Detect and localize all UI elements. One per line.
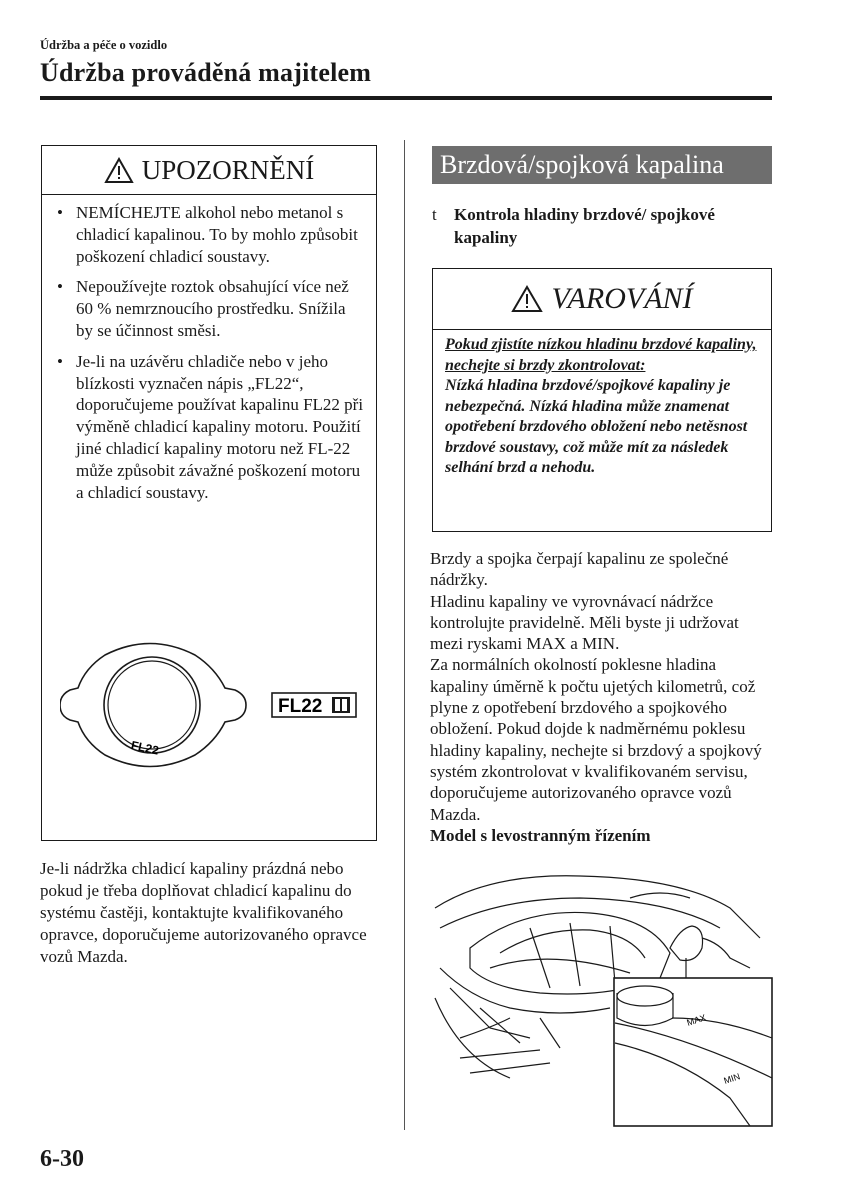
column-divider — [404, 140, 405, 1130]
min-mark: MIN — [722, 1071, 742, 1086]
warning-body — [445, 335, 763, 479]
cap-fl22-marking: FL22 — [129, 738, 161, 758]
max-mark: MAX — [685, 1012, 708, 1028]
fl22-label: FL22 — [278, 696, 323, 717]
paragraph: Za normálních okolností poklesne hladina kapaliny úměrně k počtu ujetých kilometrů, což plyne z opotřebení brzdového a spojkového obložení. Pokud dojde k nadměrnému poklesu hladiny kapaliny, nechejte si brzdový a spojkový systém zkontrolovat v kvalifikovaném servisu, doporučujeme autorizovaného opravce vozů Mazda. — [430, 655, 762, 824]
list-item: • Je-li na uzávěru chladiče nebo v jeho blízkosti vyznačen nápis „FL22“, doporučujeme používat kapalinu FL22 při výměně chladicí kapaliny motoru. Použití jiné chladicí kapaliny motoru než FL-22 může způsobit závažné poškození motoru a chladicí soustavy. — [57, 351, 364, 502]
coolant-paragraph: Je-li nádržka chladicí kapaliny prázdná nebo pokud je třeba doplňovat chladicí kapalinu do systému častěji, kontaktujte kvalifikovaného opravce, doporučujeme autorizovaného opravce vozů Mazda. — [40, 859, 367, 966]
warning-text: Nízká hladina brzdové/spojkové kapaliny je nebezpečná. Nízká hladina může znamenat opotřebení brzdového obložení nebo netěsnost brzdové soustavy, což může mít za následek selhání brzd a nehodu. — [445, 377, 748, 476]
caution-item-text: NEMÍCHEJTE alkohol nebo metanol s chladicí kapalinou. To by mohlo způsobit poškození chladicí soustavy. — [76, 203, 358, 266]
manual-book-icon — [332, 697, 350, 713]
warning-header — [433, 269, 771, 330]
subheading — [432, 203, 772, 249]
warning-triangle-icon — [511, 285, 543, 313]
caution-header — [42, 146, 376, 195]
subheading-text: Kontrola hladiny brzdové/ spojkové kapaliny — [454, 205, 715, 247]
subheading-marker: t — [432, 205, 437, 224]
caution-item-text: Je-li na uzávěru chladiče nebo v jeho blízkosti vyznačen nápis „FL22“, doporučujeme používat kapalinu FL22 při výměně chladicí kapaliny motoru. Použití jiné chladicí kapaliny motoru než FL-22 může způsobit závažné poškození motoru a chladicí soustavy. — [76, 351, 364, 502]
warning-triangle-icon — [104, 157, 134, 184]
caution-title: UPOZORNĚNÍ — [141, 154, 315, 185]
paragraph: Hladinu kapaliny ve vyrovnávací nádržce kontrolujte pravidelně. Měli byste ji udržovat mezi ryskami MAX a MIN. — [430, 591, 739, 654]
page-number: 6-30 — [40, 1146, 84, 1172]
brake-fluid-text — [430, 548, 774, 846]
section-label: Údržba a péče o vozidlo — [40, 38, 168, 52]
warning-title: VAROVÁNÍ — [551, 282, 693, 315]
paragraph: Brzdy a spojka čerpají kapalinu ze společné nádržky. — [430, 549, 729, 590]
radiator-cap-illustration — [60, 640, 370, 780]
warning-box — [432, 268, 772, 532]
engine-bay-illustration — [430, 868, 774, 1130]
heading-rule — [40, 96, 772, 100]
model-label: Model s levostranným řízením — [430, 825, 651, 845]
caution-item-text: Nepoužívejte roztok obsahující více než 60 % nemrznoucího prostředku. Snížila by se účinnost směsi. — [76, 277, 349, 340]
caution-list — [54, 202, 366, 512]
list-item: • NEMÍCHEJTE alkohol nebo metanol s chladicí kapalinou. To by mohlo způsobit poškození chladicí soustavy. — [57, 203, 358, 266]
list-item: • Nepoužívejte roztok obsahující více než 60 % nemrznoucího prostředku. Snížila by se účinnost směsi. — [57, 277, 349, 340]
page-title: Údržba prováděná majitelem — [40, 58, 372, 87]
section-header-brake-fluid: Brzdová/spojková kapalina — [432, 146, 772, 184]
warning-underlined-text: Pokud zjistíte nízkou hladinu brzdové kapaliny, nechejte si brzdy zkontrolovat: — [445, 336, 757, 374]
